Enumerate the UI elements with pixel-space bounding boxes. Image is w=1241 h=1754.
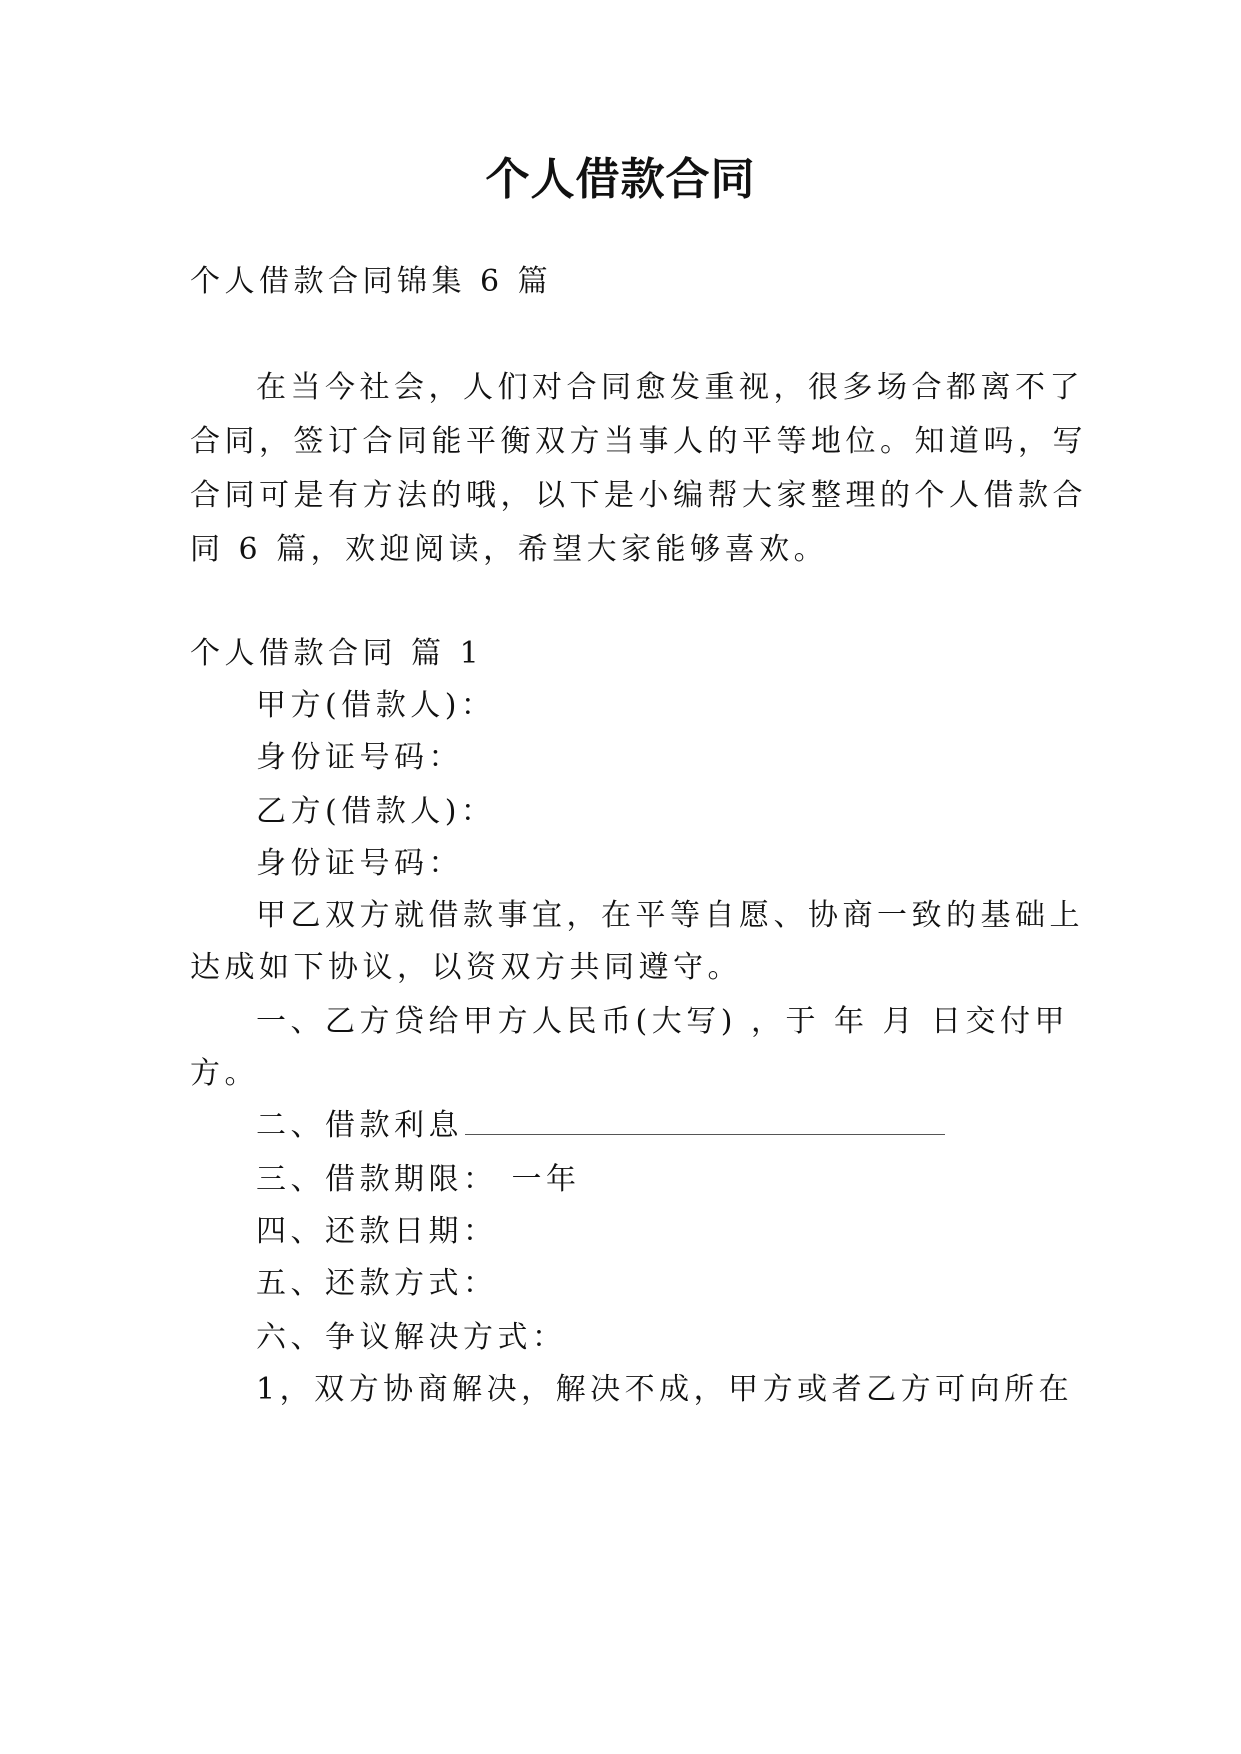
agreement-line-1: 甲乙双方就借款事宜，在平等自愿、协商一致的基础上 [256,898,1084,933]
agreement-line-2: 达成如下协议，以资双方共同遵守。 [190,950,742,985]
party-b-label: 乙方(借款人)： [256,794,496,829]
id-a-label: 身份证号码： [256,740,463,775]
clause-4: 四、还款日期： [256,1214,498,1249]
id-b-label: 身份证号码： [256,846,463,881]
intro-line-1: 在当今社会，人们对合同愈发重视，很多场合都离不了 [256,370,1084,405]
clause-6-item-1: 1，双方协商解决，解决不成，甲方或者乙方可向所在 [256,1372,1074,1407]
clause-5: 五、还款方式： [256,1266,498,1301]
party-a-label: 甲方(借款人)： [256,688,496,723]
intro-line-4: 同 6 篇，欢迎阅读，希望大家能够喜欢。 [190,532,829,567]
interest-blank-line [465,1104,945,1135]
clause-6: 六、争议解决方式： [256,1320,567,1355]
clause-2-label: 二、借款利息 [256,1108,463,1143]
clause-1-line-2: 方。 [190,1056,259,1091]
clause-2 [256,1096,1050,1156]
intro-line-3: 合同可是有方法的哦，以下是小编帮大家整理的个人借款合 [190,478,1087,513]
document-title: 个人借款合同 [485,154,756,205]
clause-1-line-1: 一、乙方贷给甲方人民币(大写) ，于 年 月 日交付甲 [256,1004,1070,1039]
document-subtitle: 个人借款合同锦集 6 篇 [190,264,553,299]
section-heading: 个人借款合同 篇 1 [190,636,484,671]
intro-line-2: 合同，签订合同能平衡双方当事人的平等地位。知道吗，写 [190,424,1087,459]
clause-3: 三、借款期限： 一年 [256,1162,581,1197]
